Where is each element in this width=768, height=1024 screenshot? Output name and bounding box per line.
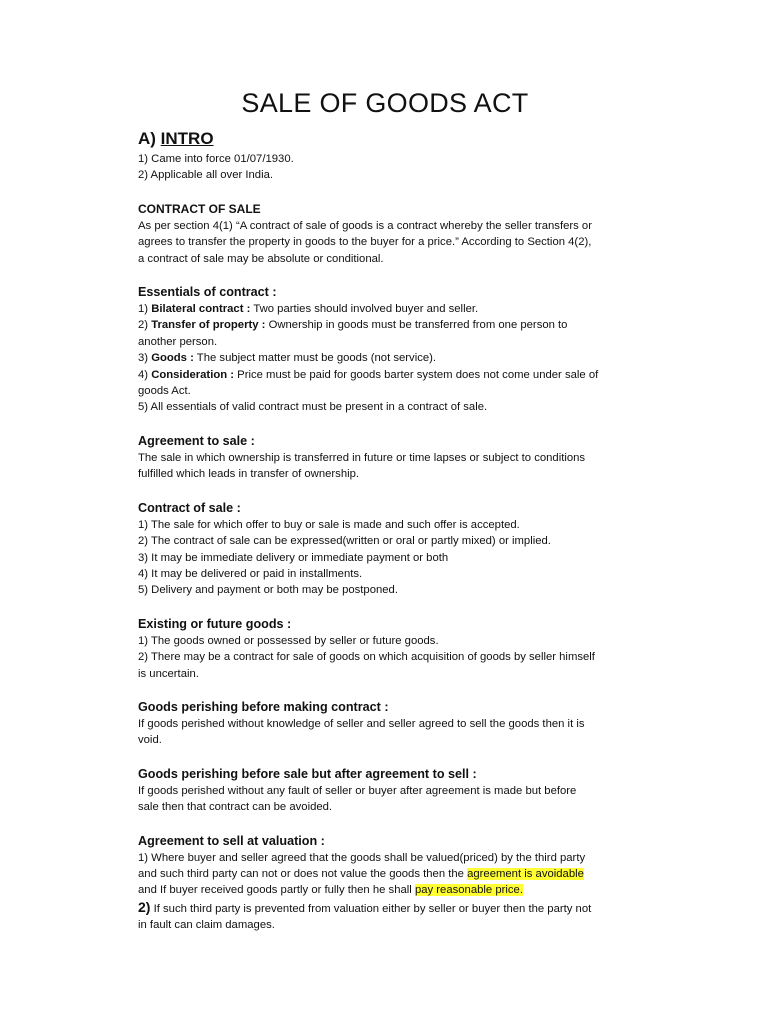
item-number: 2)	[138, 319, 152, 332]
item-number: 3)	[138, 352, 152, 365]
list-item	[138, 334, 632, 350]
paragraph-line	[138, 866, 632, 882]
item-term: Transfer of property :	[151, 319, 266, 332]
highlighted-text: pay reasonable price.	[414, 884, 523, 897]
section-essentials	[138, 284, 632, 416]
section-heading: Contract of sale :	[138, 500, 241, 515]
list-item: 4) It may be delivered or paid in installments.	[138, 567, 363, 580]
list-item	[138, 301, 632, 317]
item-text: Price must be paid for goods barter system does not come under sale of	[234, 368, 599, 381]
line-text: and such third party can not or does not value the goods then the	[138, 867, 468, 880]
paragraph-line: If goods perished without knowledge of seller and seller agreed to sell the goods then it is	[138, 717, 585, 730]
intro-prefix: A)	[138, 129, 161, 148]
item-number: 1)	[138, 303, 152, 316]
section-heading: CONTRACT OF SALE	[138, 201, 261, 216]
paragraph-line: agrees to transfer the property in goods to the buyer for a price.” According to Section 4(2),	[138, 236, 592, 249]
item-number: 2)	[138, 898, 151, 915]
paragraph-line: a contract of sale may be absolute or conditional.	[138, 252, 384, 265]
section-heading: Existing or future goods :	[138, 616, 292, 631]
list-item: 2) There may be a contract for sale of goods on which acquisition of goods by seller himself	[138, 651, 595, 664]
list-item: 2) The contract of sale can be expressed(written or oral or partly mixed) or implied.	[138, 535, 551, 548]
line-text: and If buyer received goods partly or fully then he shall	[138, 884, 415, 897]
paragraph-line: 1) Where buyer and seller agreed that the goods shall be valued(priced) by the third party	[138, 851, 586, 864]
paragraph-line: fulfilled which leads in transfer of ownership.	[138, 468, 360, 481]
list-item	[138, 350, 632, 366]
section-heading: Agreement to sale :	[138, 433, 255, 448]
item-number: 4)	[138, 368, 152, 381]
intro-heading	[138, 129, 632, 149]
list-item	[138, 317, 632, 333]
intro-item: 2) Applicable all over India.	[138, 169, 274, 182]
paragraph-line: If goods perished without any fault of seller or buyer after agreement is made but before	[138, 784, 577, 797]
paragraph-line: As per section 4(1) “A contract of sale of goods is a contract whereby the seller transfers or	[138, 219, 592, 232]
item-text: another person.	[138, 335, 218, 348]
item-text: goods Act.	[138, 385, 191, 398]
section-contract-of-sale	[138, 500, 632, 599]
paragraph-line: The sale in which ownership is transferred in future or time lapses or subject to conditions	[138, 451, 586, 464]
list-item	[138, 383, 632, 399]
paragraph-line	[138, 899, 632, 917]
section-existing-future-goods	[138, 616, 632, 682]
section-valuation	[138, 833, 632, 934]
document-content	[138, 88, 632, 934]
section-heading: Essentials of contract :	[138, 285, 277, 300]
paragraph-line: void.	[138, 734, 162, 747]
item-term: Goods :	[151, 352, 194, 365]
item-text: 5) All essentials of valid contract must be present in a contract of sale.	[138, 401, 488, 414]
section-heading: Agreement to sell at valuation :	[138, 833, 325, 848]
section-perishing-before-sale	[138, 766, 632, 816]
section-heading: Goods perishing before sale but after agreement to sell :	[138, 766, 477, 781]
list-item	[138, 399, 632, 415]
line-text: If such third party is prevented from valuation either by seller or buyer then the party not	[150, 902, 592, 915]
section-perishing-before-contract	[138, 699, 632, 749]
page-title: SALE OF GOODS ACT	[241, 88, 529, 118]
list-item	[138, 367, 632, 383]
item-text: The subject matter must be goods (not service).	[193, 352, 437, 365]
intro-item: 1) Came into force 01/07/1930.	[138, 153, 294, 165]
highlighted-text: agreement is avoidable	[467, 867, 584, 880]
item-term: Consideration :	[151, 368, 235, 381]
paragraph-line	[138, 882, 632, 898]
item-term: Bilateral contract :	[151, 303, 251, 316]
list-item: 1) The sale for which offer to buy or sale is made and such offer is accepted.	[138, 518, 520, 531]
intro-label: INTRO	[160, 129, 214, 148]
list-item: 5) Delivery and payment or both may be postponed.	[138, 584, 398, 597]
list-item: 1) The goods owned or possessed by seller or future goods.	[138, 634, 439, 647]
paragraph-line: in fault can claim damages.	[138, 919, 275, 932]
item-text: Ownership in goods must be transferred from one person to	[265, 319, 568, 332]
list-item: is uncertain.	[138, 667, 199, 680]
item-text: Two parties should involved buyer and seller.	[250, 303, 479, 316]
section-agreement-to-sale	[138, 433, 632, 483]
section-heading: Goods perishing before making contract :	[138, 699, 389, 714]
list-item: 3) It may be immediate delivery or immediate payment or both	[138, 551, 449, 564]
section-contract-of-sale-def	[138, 201, 632, 267]
paragraph-line: sale then that contract can be avoided.	[138, 801, 333, 814]
